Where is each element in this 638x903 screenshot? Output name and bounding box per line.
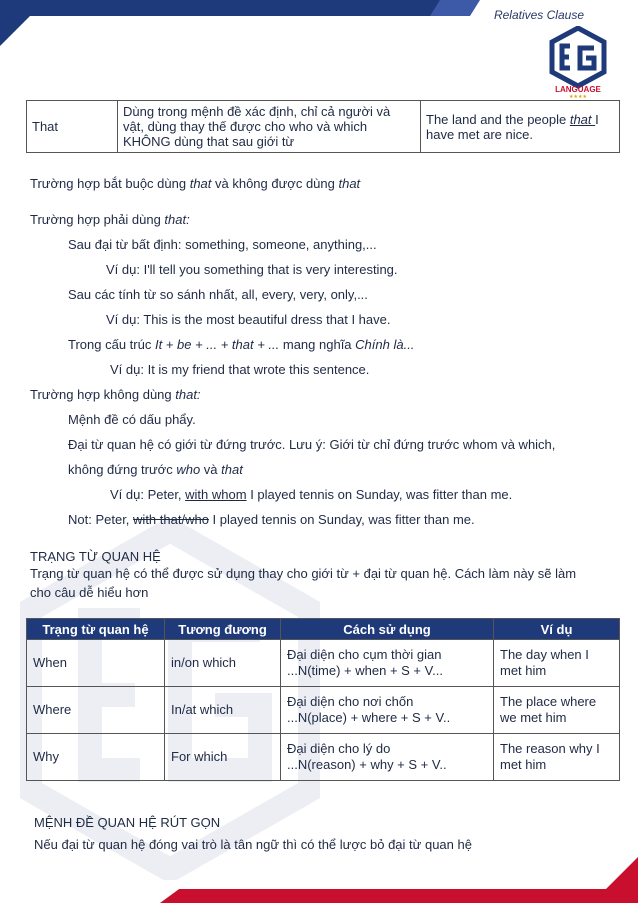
table-header-row <box>27 619 620 640</box>
usage-line: vật, dùng thay thế được cho who và which <box>123 119 368 134</box>
corner-decoration <box>0 0 46 46</box>
eg-language-logo <box>548 26 608 98</box>
equivalent-cell: For which <box>165 734 281 781</box>
rule-heading-no-that: Trường hợp không dùng that: <box>30 387 201 402</box>
column-header: Tương đương <box>165 619 281 640</box>
corner-decoration <box>592 857 638 903</box>
section-description: cho câu dễ hiểu hơn <box>30 585 149 600</box>
example-cell: The reason why I met him <box>494 734 620 781</box>
rule-item: không đứng trước who và that <box>68 462 243 477</box>
table-row <box>27 640 620 687</box>
header-title: Relatives Clause <box>493 8 584 22</box>
table-row <box>27 687 620 734</box>
that-table <box>26 100 620 153</box>
section-description: Nếu đại từ quan hệ đóng vai trò là tân ngữ thì có thể lược bỏ đại từ quan hệ <box>34 837 472 852</box>
header-band <box>0 0 470 16</box>
section-heading-reduced-clause: MỆNH ĐỀ QUAN HỆ RÚT GỌN <box>34 815 221 830</box>
logo-text: LANGUAGE <box>555 85 601 94</box>
rule-item: Mệnh đề có dấu phẩy. <box>68 412 196 427</box>
adverb-cell: Where <box>27 687 165 734</box>
term-cell: That <box>27 101 118 153</box>
rule-item: Đại từ quan hệ có giới từ đứng trước. Lưu ý: Giới từ chỉ đứng trước whom và which, <box>68 437 556 452</box>
section-heading-relative-adverbs: TRẠNG TỪ QUAN HỆ <box>30 549 161 564</box>
rule-item: Sau đại từ bất định: something, someone, anything,... <box>68 237 377 252</box>
usage-cell: Đại diện cho cụm thời gian ...N(time) + when + S + V... <box>281 640 494 687</box>
usage-cell <box>118 101 421 153</box>
usage-line: Dùng trong mệnh đề xác định, chỉ cả người và <box>123 104 391 119</box>
usage-cell: Đại diện cho nơi chốn ...N(place) + where + S + V.. <box>281 687 494 734</box>
counter-example-line: Not: Peter, with that/who I played tennis on Sunday, was fitter than me. <box>68 512 475 527</box>
rule-heading-mandatory: Trường hợp bắt buộc dùng that và không được dùng that <box>30 176 361 191</box>
column-header: Cách sử dụng <box>281 619 494 640</box>
footer-band <box>160 889 638 903</box>
relative-adverbs-table <box>26 618 620 781</box>
rule-item: Sau các tính từ so sánh nhất, all, every, very, only,... <box>68 287 368 302</box>
rule-heading-must-use: Trường hợp phải dùng that: <box>30 212 190 227</box>
table-row <box>27 734 620 781</box>
table-row <box>27 101 620 153</box>
svg-text:★★★★: ★★★★ <box>569 94 587 98</box>
adverb-cell: When <box>27 640 165 687</box>
equivalent-cell: in/on which <box>165 640 281 687</box>
usage-cell: Đại diện cho lý do ...N(reason) + why + S + V.. <box>281 734 494 781</box>
rule-item: Trong cấu trúc It + be + ... + that + ... mang nghĩa Chính là... <box>68 337 415 352</box>
example-line: Ví dụ: Peter, with whom I played tennis on Sunday, was fitter than me. <box>110 487 513 502</box>
example-line: Ví dụ: It is my friend that wrote this sentence. <box>110 362 370 377</box>
column-header: Ví dụ <box>494 619 620 640</box>
example-line: Ví dụ: This is the most beautiful dress that I have. <box>106 312 391 327</box>
column-header: Trạng từ quan hệ <box>27 619 165 640</box>
equivalent-cell: In/at which <box>165 687 281 734</box>
usage-line: KHÔNG dùng that sau giới từ <box>123 134 295 149</box>
example-cell: The place where we met him <box>494 687 620 734</box>
section-description: Trạng từ quan hệ có thể được sử dụng thay cho giới từ + đại từ quan hệ. Cách làm này sẽ làm <box>30 566 577 581</box>
example-line: Ví dụ: I'll tell you something that is very interesting. <box>106 262 398 277</box>
example-cell: The land and the people that I have met are nice. <box>421 101 620 153</box>
adverb-cell: Why <box>27 734 165 781</box>
example-cell: The day when I met him <box>494 640 620 687</box>
